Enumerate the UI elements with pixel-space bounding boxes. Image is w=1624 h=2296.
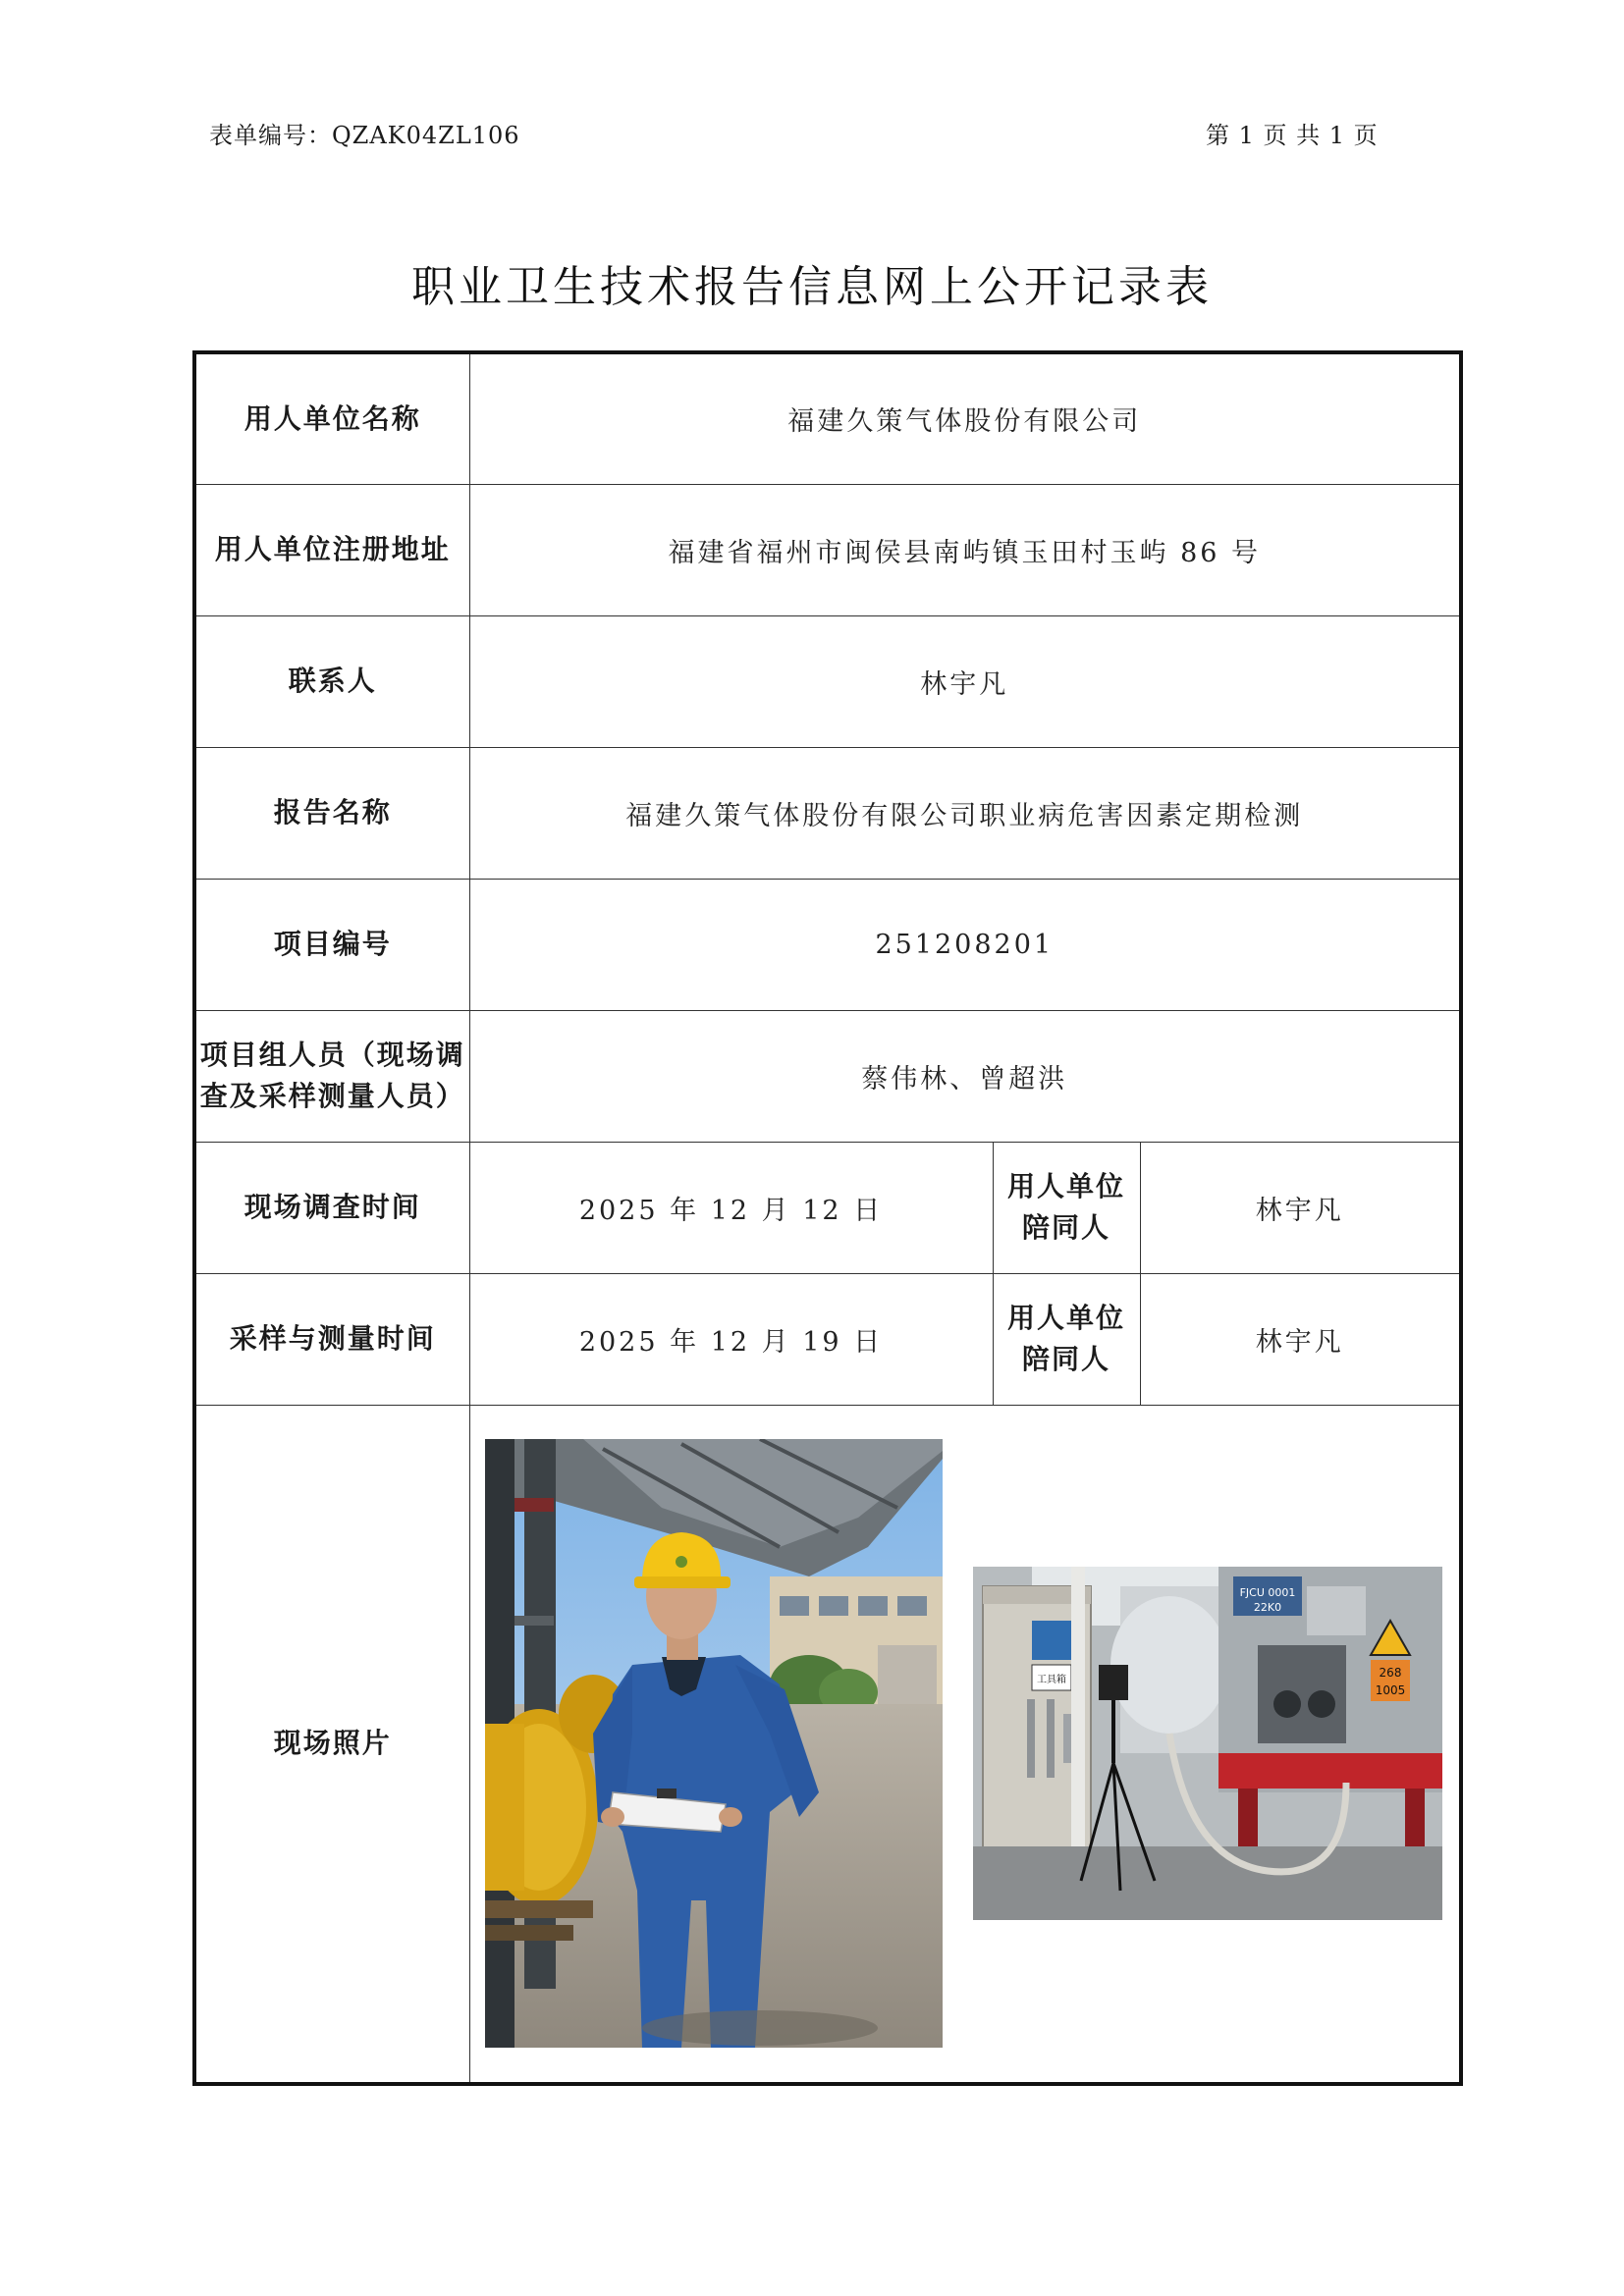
hazard-number-2: 1005 [1375, 1682, 1405, 1697]
site-photo-equipment [973, 1567, 1442, 1920]
label-sampling-time: 采样与测量时间 [194, 1273, 469, 1405]
label-photos: 现场照片 [194, 1405, 469, 2084]
value-team: 蔡伟林、曾超洪 [469, 1010, 1461, 1142]
value-survey-escort: 林宇凡 [1140, 1142, 1461, 1273]
value-sampling-time: 2025 年 12 月 19 日 [469, 1273, 993, 1405]
value-unit-name: 福建久策气体股份有限公司 [469, 352, 1461, 484]
label-sampling-escort [993, 1273, 1140, 1405]
row-unit-name [194, 352, 1461, 484]
row-sampling [194, 1273, 1461, 1405]
row-contact [194, 615, 1461, 747]
tank-size-text: 22K0 [1253, 1600, 1281, 1614]
label-team-line2: 查及采样测量人员） [199, 1080, 465, 1112]
label-survey-time: 现场调查时间 [194, 1142, 469, 1273]
record-table [192, 350, 1463, 2086]
tank-id-text: FJCU 0001 [1239, 1585, 1295, 1599]
label-team [194, 1010, 469, 1142]
value-survey-time: 2025 年 12 月 12 日 [469, 1142, 993, 1273]
value-report-name: 福建久策气体股份有限公司职业病危害因素定期检测 [469, 747, 1461, 879]
cabinet-sign-text: 工具箱 [1036, 1674, 1066, 1685]
document-title: 职业卫生技术报告信息网上公开记录表 [411, 262, 1213, 312]
sampler-device [1099, 1665, 1128, 1700]
row-report-name [194, 747, 1461, 879]
row-team [194, 1010, 1461, 1142]
label-sampling-escort-line1: 用人单位 [1006, 1302, 1125, 1334]
row-photos [194, 1405, 1461, 2084]
form-number: 表单编号：QZAK04ZL106 [209, 122, 520, 149]
label-survey-escort-line2: 陪同人 [1021, 1211, 1110, 1244]
photos-cell [469, 1405, 1461, 2084]
value-contact: 林宇凡 [469, 615, 1461, 747]
row-project-no [194, 879, 1461, 1010]
value-sampling-escort: 林宇凡 [1140, 1273, 1461, 1405]
row-survey [194, 1142, 1461, 1273]
label-survey-escort [993, 1142, 1140, 1273]
label-unit-name: 用人单位名称 [194, 352, 469, 484]
value-project-no: 251208201 [469, 879, 1461, 1010]
page-info: 第 1 页 共 1 页 [1206, 122, 1379, 149]
site-photo-worker [485, 1439, 943, 2048]
label-unit-address: 用人单位注册地址 [194, 484, 469, 615]
label-contact: 联系人 [194, 615, 469, 747]
hazard-number-1: 268 [1379, 1665, 1401, 1680]
label-sampling-escort-line2: 陪同人 [1021, 1343, 1110, 1375]
photos-container [470, 1406, 1460, 2083]
label-survey-escort-line1: 用人单位 [1006, 1170, 1125, 1202]
label-project-no: 项目编号 [194, 879, 469, 1010]
value-unit-address: 福建省福州市闽侯县南屿镇玉田村玉屿 86 号 [469, 484, 1461, 615]
label-report-name: 报告名称 [194, 747, 469, 879]
label-team-line1: 项目组人员（现场调 [199, 1039, 465, 1071]
row-unit-address [194, 484, 1461, 615]
